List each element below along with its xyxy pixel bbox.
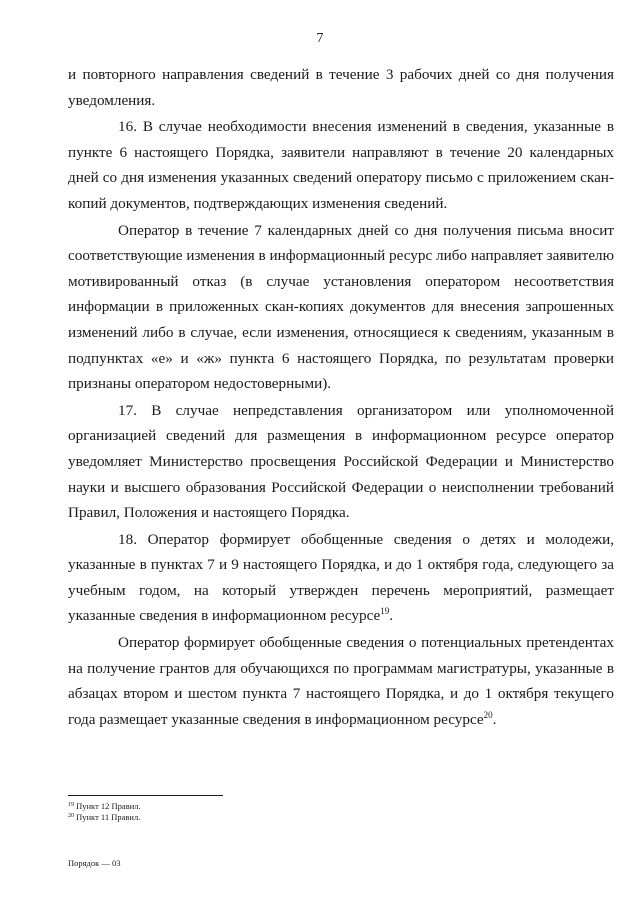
paragraph-text: Оператор формирует обобщенные сведения о потенциальных претендентах на получение грантов для обучающихся по программам магистратуры, указанные в абзацах втором и шестом пункта 7 настоящего Порядка, и до 1 октября текущего года размещает указанные сведения в информационном ресурсе <box>68 634 614 728</box>
footnote-separator <box>68 795 223 796</box>
paragraph-text: 17. В случае непредставления организатором или уполномоченной организацией сведений для размещения в информационном ресурсе оператор уведомляет Министерство просвещения Российской Федерации и Министерство науки и высшего образования Российской Федерации о неисполнении требований Правил, Положения и настоящего Порядка. <box>68 401 614 522</box>
footnote-text: Пункт 12 Правил. <box>76 801 141 811</box>
footnotes <box>68 801 141 823</box>
paragraph-16 <box>68 114 614 216</box>
footnote-ref: 19 <box>380 606 390 617</box>
paragraph-continuation <box>68 62 614 113</box>
paragraph-text: 16. В случае необходимости внесения изменений в сведения, указанные в пункте 6 настоящего Порядка, заявители направляют в течение 20 календарных дней со дня изменения указанных сведений оператору письмо с приложением скан-копий документов, подтверждающих изменения сведений. <box>68 118 614 212</box>
footnote-item <box>68 801 141 812</box>
paragraph-text: Оператор в течение 7 календарных дней со дня получения письма вносит соответствующие изменения в информационный ресурс либо направляет заявителю мотивированный отказ (в случае установления оператором несоответствия информации в приложенных скан-копиях документов для внесения запрошенных изменений либо в случае, если изменения, относящиеся к сведениям, указанным в подпунктах «е» и «ж» пункта 6 настоящего Порядка, по результатам проверки признаны оператором недостоверными). <box>68 221 614 393</box>
paragraph-operator-changes <box>68 218 614 397</box>
footnote-ref: 20 <box>483 709 493 720</box>
page-number: 7 <box>316 31 324 46</box>
paragraph-operator-grants: Оператор формирует обобщенные сведения о потенциальных претендентах на получение грантов для обучающихся по программам магистратуры, указанные в абзацах втором и шестом пункта 7 настоящего Порядка, и до 1 октября текущего года размещает указанные сведения в информационном ресурсе$^{20}$. <box>68 634 614 728</box>
footnote-number: 19 <box>68 802 74 808</box>
footnote-number: 20 <box>68 813 74 819</box>
footnote-item <box>68 812 141 823</box>
paragraph-17 <box>68 398 614 526</box>
paragraph-text: и повторного направления сведений в течение 3 рабочих дней со дня получения уведомления. <box>68 66 614 109</box>
paragraph-18: 18. Оператор формирует обобщенные сведения о детях и молодежи, указанные в пунктах 7 и 9 настоящего Порядка, и до 1 октября года, следующего за учебным годом, на который утвержден перечень мероприятий, размещает указанные сведения в информационном ресурсе$^{19}$. <box>68 530 614 625</box>
document-code: Порядок — 03 <box>68 858 121 868</box>
footnote-text: Пункт 11 Правил. <box>76 812 141 822</box>
paragraph-text: 18. Оператор формирует обобщенные сведения о детях и молодежи, указанные в пунктах 7 и 9 настоящего Порядка, и до 1 октября года, следующего за учебным годом, на который утвержден перечень мероприятий, размещает указанные сведения в информационном ресурсе <box>68 530 614 625</box>
body-text <box>68 62 614 732</box>
